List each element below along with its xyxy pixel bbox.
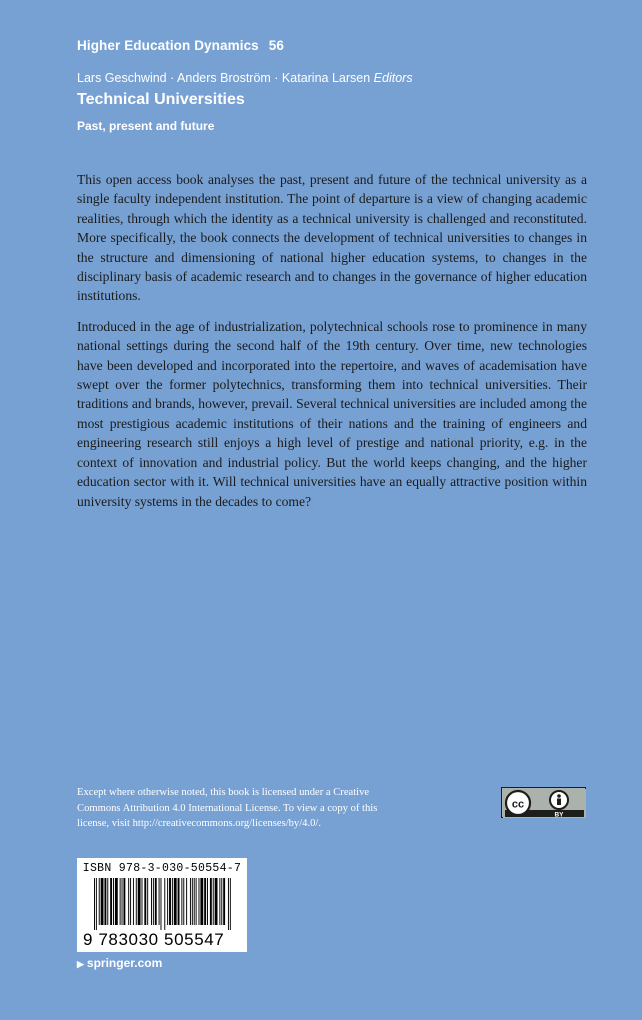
- isbn-digits: 9 783030 505547: [83, 930, 225, 949]
- svg-text:cc: cc: [511, 798, 525, 811]
- series-number: 56: [268, 38, 285, 53]
- blurb: [77, 170, 587, 522]
- book-subtitle: Past, present and future: [77, 119, 215, 133]
- cc-by-badge-icon: [502, 788, 587, 819]
- arrow-right-icon: ▶: [77, 959, 84, 969]
- editors-role: Editors: [373, 71, 413, 85]
- isbn-label: ISBN 978-3-030-50554-7: [82, 862, 242, 875]
- series-name: Higher Education Dynamics: [77, 38, 259, 53]
- publisher-link[interactable]: [77, 956, 162, 970]
- series-title: [77, 38, 284, 53]
- license-text: Except where otherwise noted, this book is licensed under a Creative Commons Attribution 4.0 International License. To view a copy of this license, visit http://creativecommons.org/licenses/by/4.0/.: [77, 787, 378, 829]
- barcode-graphic: [94, 878, 232, 930]
- publisher-url: springer.com: [86, 956, 163, 970]
- blurb-paragraph-1: This open access book analyses the past, present and future of the technical university as a single faculty independent institution. The point of departure is a view of changing academic realities, through which the identity as a technical university is challenged and reconstituted. More specifically, the book connects the development of technical universities to changes in the structure and dimensioning of national higher education systems, to changes in the disciplinary basis of academic research and to changes in the governance of higher education institutions.: [77, 172, 587, 304]
- editors-line: [77, 71, 413, 85]
- book-title: Technical Universities: [77, 91, 245, 108]
- cc-by-badge: [501, 787, 586, 818]
- editor-names: Lars Geschwind · Anders Broström · Katarina Larsen: [77, 71, 371, 85]
- blurb-paragraph-2: Introduced in the age of industrialization, polytechnical schools rose to prominence in many national settings during the second half of the 19th century. Over time, new technologies have been developed and incorporated into the repertoire, and waves of academisation have swept over the former polytechnics, transforming them into technical universities. Their traditions and brands, however, prevail. Several technical universities are included among the most prestigious academic institutions of their nations and the training of engineers and engineering research still enjoys a high level of prestige and national priority, e.g. in the context of innovation and industrial policy. But the world keeps changing, and the higher education sector with it. Will technical universities have an equally attractive position within university systems in the decades to come?: [77, 318, 587, 509]
- isbn-barcode-box: [77, 858, 247, 952]
- badge-label: BY: [554, 811, 564, 819]
